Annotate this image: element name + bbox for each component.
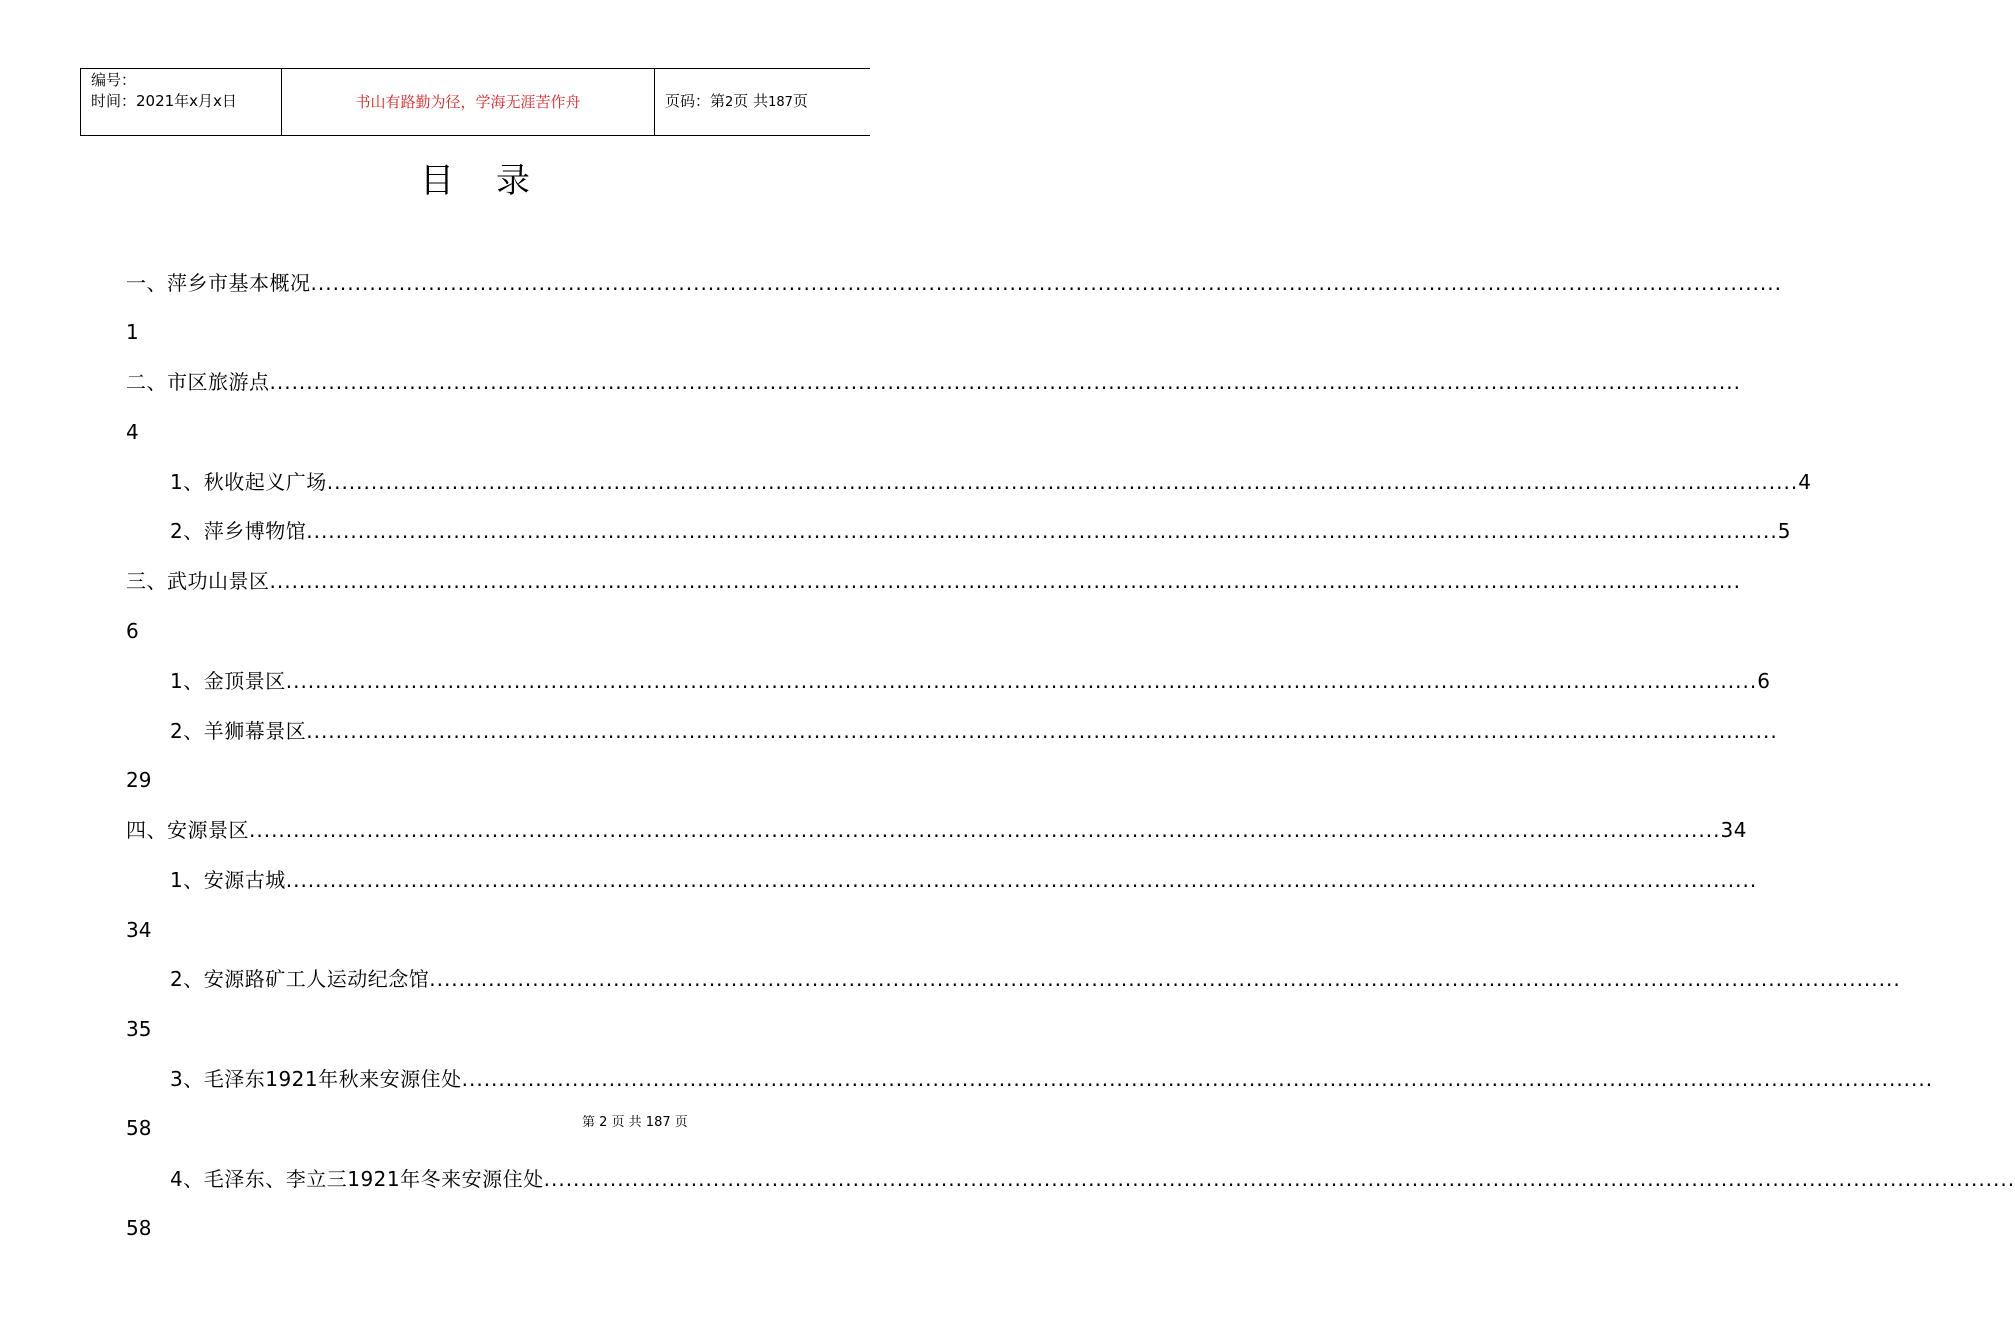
toc-entry-label: 二、市区旅游点 bbox=[126, 370, 270, 394]
header-table bbox=[80, 68, 870, 136]
toc-entry-page: 4 bbox=[1798, 470, 1812, 494]
header-info-cell bbox=[81, 69, 282, 136]
toc-entry-label: 2、萍乡博物馆 bbox=[170, 519, 307, 543]
page-middle: 页 共 bbox=[733, 92, 769, 110]
toc-entry[interactable] bbox=[170, 1064, 1934, 1094]
toc-entry-label: 四、安源景区 bbox=[126, 818, 249, 842]
serial-label: 编号： bbox=[91, 71, 137, 89]
toc-entry[interactable] bbox=[170, 516, 1791, 546]
toc-leader-dots: ........................................................................................................................................................................................................ bbox=[269, 569, 1741, 593]
toc-entry-label: 2、安源路矿工人运动纪念馆 bbox=[170, 967, 430, 991]
toc-entry[interactable] bbox=[170, 865, 1758, 895]
toc-entry-page: 58 bbox=[126, 1116, 152, 1140]
toc-leader-dots: ........................................................................................................................................................................................................ bbox=[306, 519, 1778, 543]
toc-entry[interactable] bbox=[170, 964, 1901, 994]
toc-entry[interactable] bbox=[170, 716, 1778, 746]
motto: 书山有路勤为径，学海无涯苦作舟 bbox=[355, 92, 581, 111]
toc-entry-page: 6 bbox=[1757, 669, 1771, 693]
toc-entry-page: 34 bbox=[1720, 818, 1747, 842]
toc-entry[interactable] bbox=[126, 367, 1741, 397]
toc-entry-label: 3、毛泽东1921年秋来安源住处 bbox=[170, 1067, 462, 1091]
toc-leader-dots: ........................................................................................................................................................................................................ bbox=[326, 470, 1799, 494]
toc-entry-label: 一、萍乡市基本概况 bbox=[126, 271, 311, 295]
date-label: 时间：2021年x月x日 bbox=[91, 92, 237, 110]
toc-leader-dots: ........................................................................................................................................................................................................ bbox=[461, 1067, 1934, 1091]
toc-entry-page: 4 bbox=[126, 420, 139, 444]
toc-entry-label: 1、秋收起义广场 bbox=[170, 470, 327, 494]
toc-leader-dots: ........................................................................................................................................................................................................ bbox=[310, 271, 1782, 295]
toc-entry-page: 1 bbox=[126, 320, 139, 344]
header-motto-cell bbox=[282, 69, 655, 136]
page-title: 目录 bbox=[420, 161, 572, 201]
toc-entry-page: 34 bbox=[126, 918, 152, 942]
page-total: 187 bbox=[768, 95, 793, 110]
toc-entry[interactable] bbox=[126, 815, 1747, 845]
page-suffix: 页 bbox=[792, 92, 808, 110]
header-page-cell bbox=[655, 69, 871, 136]
toc-leader-dots: ........................................................................................................................................................................................................ bbox=[285, 868, 1758, 892]
toc-entry-label: 1、安源古城 bbox=[170, 868, 286, 892]
toc-entry[interactable] bbox=[170, 666, 1771, 696]
toc-entry-label: 4、毛泽东、李立三1921年冬来安源住处 bbox=[170, 1167, 544, 1191]
toc-leader-dots: ........................................................................................................................................................................................................ bbox=[269, 370, 1741, 394]
toc-entry-page: 35 bbox=[126, 1017, 152, 1041]
toc-leader-dots: ........................................................................................................................................................................................................ bbox=[543, 1167, 2015, 1191]
toc-entry[interactable] bbox=[170, 1164, 2015, 1194]
toc-entry-label: 2、羊狮幕景区 bbox=[170, 719, 307, 743]
toc-leader-dots: ........................................................................................................................................................................................................ bbox=[429, 967, 1901, 991]
toc-entry[interactable] bbox=[170, 467, 1812, 497]
footer-page-number: 第 2 页 共 187 页 bbox=[582, 1115, 688, 1130]
page-current: 2 bbox=[725, 95, 734, 110]
toc-leader-dots: ........................................................................................................................................................................................................ bbox=[285, 669, 1758, 693]
toc-entry-label: 1、金顶景区 bbox=[170, 669, 286, 693]
toc-entry[interactable] bbox=[126, 566, 1741, 596]
toc-entry-page: 5 bbox=[1777, 519, 1791, 543]
toc-entry-label: 三、武功山景区 bbox=[126, 569, 270, 593]
toc-entry[interactable] bbox=[126, 268, 1782, 298]
page-prefix: 页码：第 bbox=[665, 92, 726, 110]
toc-leader-dots: ........................................................................................................................................................................................................ bbox=[306, 719, 1778, 743]
toc-entry-page: 29 bbox=[126, 768, 152, 792]
toc-entry-page: 6 bbox=[126, 619, 139, 643]
toc-leader-dots: ........................................................................................................................................................................................................ bbox=[249, 818, 1721, 842]
toc-entry-page: 58 bbox=[126, 1216, 152, 1240]
